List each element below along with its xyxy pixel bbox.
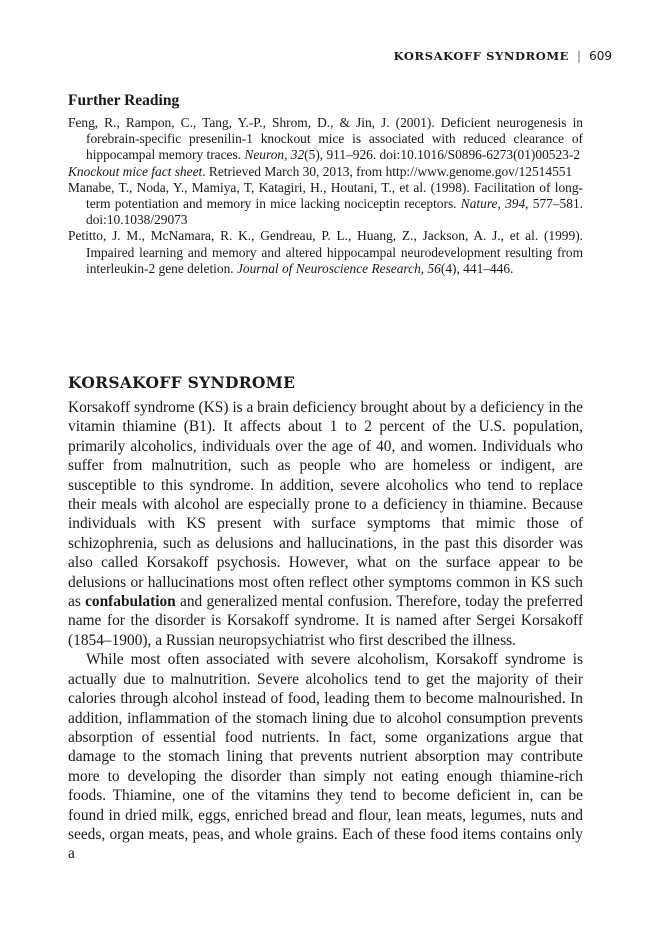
paragraph-text: and generalized mental confusion. Therefore, today the preferred name for the disorder is Korsakoff syndrome. It is named after Sergei Korsakoff (1854–1900), a Russian neuropsychiatrist who first described the illness. (68, 593, 584, 649)
further-reading-heading: Further Reading (68, 92, 180, 109)
key-term: confabulation (85, 593, 176, 611)
reference-text: Petitto, J. M., McNamara, R. K., Gendreau, P. L., Huang, Z., Jackson, A. J., et al. (1999). Impaired learning and memory and altered hippocampal neurodevelopment resulting from interleukin-2 gene deletion. (68, 228, 583, 276)
article-section (68, 373, 583, 864)
running-head-separator: | (577, 49, 582, 63)
running-head-title: KORSAKOFF SYNDROME (393, 49, 570, 63)
reference-source-title: Journal of Neuroscience Research, 56 (236, 260, 441, 276)
further-reading-section (68, 91, 583, 277)
reference-list (68, 115, 583, 277)
reference-text: (5), 911–926. doi:10.1016/S0896-6273(01)00523-2 (304, 147, 581, 163)
reference-entry (68, 115, 583, 164)
reference-text: Feng, R., Rampon, C., Tang, Y.-P., Shrom, D., & Jin, J. (2001). Deficient neurogenesis in forebrain-specific presenilin-1 knockout mice is associated with reduced clearance of hippocampal memory traces. (68, 115, 583, 163)
article-paragraph-1 (68, 398, 583, 650)
reference-entry (68, 164, 583, 180)
article-heading: KORSAKOFF SYNDROME (68, 373, 296, 392)
reference-text: , 577–581. doi:10.1038/29073 (86, 196, 583, 228)
reference-entry (68, 228, 583, 277)
reference-entry (68, 180, 583, 229)
reference-source-title: Knockout mice fact sheet (68, 163, 203, 179)
running-head (394, 48, 612, 64)
reference-text: Manabe, T., Noda, Y., Mamiya, T, Katagiri, H., Houtani, T., et al. (1998). Facilitation of long-term potentiation and memory in mice lacking nociceptin receptors. (68, 179, 583, 212)
reference-source-title: Neuron, 32 (244, 147, 305, 163)
reference-source-title: Nature, 394 (460, 196, 526, 212)
paragraph-text: Korsakoff syndrome (KS) is a brain deficiency brought about by a deficiency in the vitamin thiamine (B1). It affects about 1 to 2 percent of the U.S. population, primarily alcoholics, individuals over the age of 40, and women. Individuals who suffer from malnutrition, such as people who are homeless or indigent, are susceptible to this syndrome. In addition, severe alcoholics who tend to replace their meals with alcohol are especially prone to a deficiency in thiamine. Because individuals with KS present with surface symptoms that mimic those of schizophrenia, such as delusions and hallucinations, in the past this disorder was also called Korsakoff psychosis. However, what on the surface appear to be delusions or hallucinations most often reflect other symptoms common in KS such as (68, 399, 583, 611)
article-paragraph-2: While most often associated with severe alcoholism, Korsakoff syndrome is actually due to malnutrition. Severe alcoholics tend to get the majority of their calories through alcohol instead of food, leading them to become malnourished. In addition, inflammation of the stomach lining due to alcohol consumption prevents absorption of essential food nutrients. In fact, some organizations argue that damage to the stomach lining that prevents nutrient absorption may contribute more to developing the disorder than simply not eating enough thiamine-rich foods. Thiamine, one of the vitamins they tend to become deficient in, can be found in dried milk, eggs, enriched bread and flour, lean meats, legumes, nuts and seeds, organ meats, peas, and whole grains. Each of these food items contains only a (68, 651, 583, 863)
page-number: 609 (589, 49, 612, 63)
reference-text: (4), 441–446. (440, 260, 514, 276)
reference-text: . Retrieved March 30, 2013, from http://www.genome.gov/12514551 (202, 163, 573, 179)
